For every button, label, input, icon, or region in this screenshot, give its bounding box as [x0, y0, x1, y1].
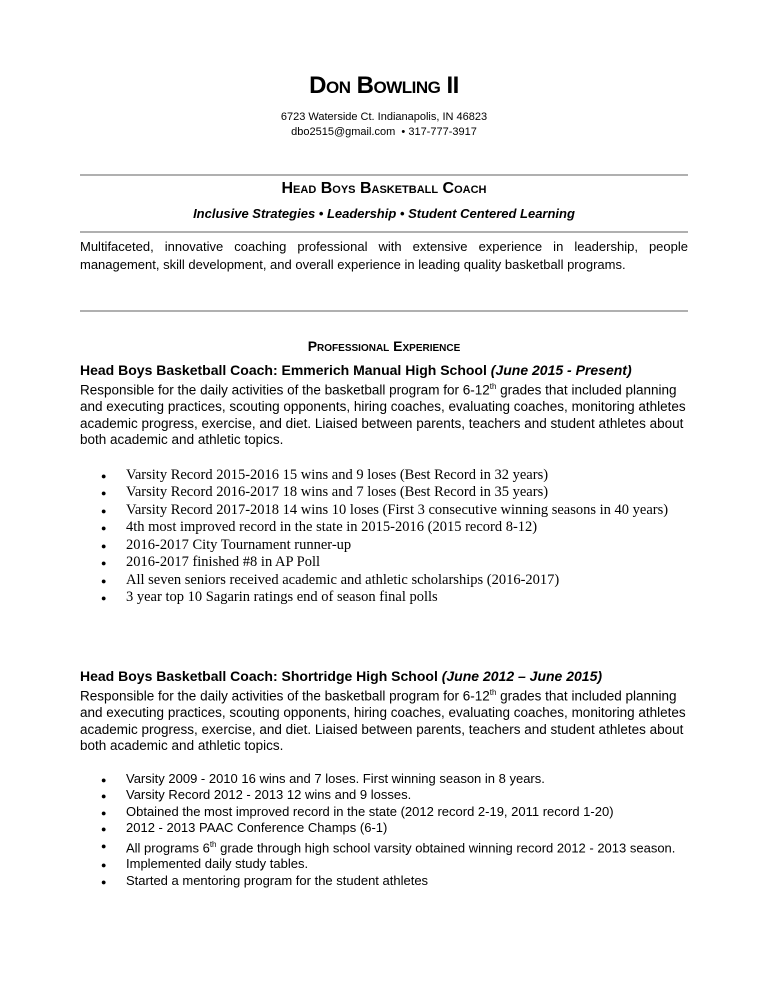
candidate-name: Don Bowling II [309, 72, 459, 99]
list-item: ● 2016-2017 City Tournament runner-up [80, 537, 680, 555]
section-title: Professional Experience [307, 338, 461, 354]
list-item: ● 4th most improved record in the state in 2015-2016 (2015 record 8-12) [80, 519, 680, 537]
list-item: ● Varsity Record 2017-2018 14 wins 10 loses (First 3 consecutive winning seasons in 40 years) [80, 502, 680, 520]
job-entry [80, 667, 700, 889]
list-item: ● Varsity Record 2012 - 2013 12 wins and 9 losses. [80, 787, 680, 804]
list-item: ● All seven seniors received academic and athletic scholarships (2016-2017) [80, 572, 680, 590]
job-target-title: Head Boys Basketball Coach [281, 180, 487, 197]
job-dates: (June 2015 - Present) [490, 362, 632, 378]
tagline: Inclusive Strategies • Leadership • Student Centered Learning [193, 206, 575, 221]
achievement-list [80, 771, 700, 890]
job-description: Responsible for the daily activities of the basketball program for 6-12th grades that included planning and executing practices, scouting opponents, hiring coaches, evaluating coaches, monitoring athletes academic progress, exercise, and diet. Liaised between parents, teachers and student athletes about both academic and athletic topics. [80, 688, 686, 753]
job-title: Head Boys Basketball Coach: Shortridge High School (June 2012 – June 2015) [80, 668, 603, 684]
job-title: Head Boys Basketball Coach: Emmerich Manual High School (June 2015 - Present) [80, 362, 632, 378]
list-item: ● Varsity Record 2015-2016 15 wins and 9 loses (Best Record in 32 years) [80, 467, 680, 485]
list-item: ● Varsity 2009 - 2010 16 wins and 7 loses. First winning season in 8 years. [80, 771, 680, 788]
job-dates: (June 2012 – June 2015) [441, 668, 603, 684]
list-item: ● 2012 - 2013 PAAC Conference Champs (6-1) [80, 820, 680, 837]
divider [80, 174, 688, 176]
job-description: Responsible for the daily activities of the basketball program for 6-12th grades that included planning and executing practices, scouting opponents, hiring coaches, evaluating coaches, monitoring athletes academic progress, exercise, and diet. Liaised between parents, teachers and student athletes about both academic and athletic topics. [80, 382, 686, 447]
phone: 317-777-3917 [408, 126, 477, 138]
list-item: ● Started a mentoring program for the student athletes [80, 873, 680, 890]
list-item: ● All programs 6th grade through high school varsity obtained winning record 2012 - 2013 season. [80, 837, 680, 857]
contact-line [80, 125, 688, 140]
separator: • [401, 126, 406, 138]
email: dbo2515@gmail.com [291, 126, 396, 138]
list-item: ● Obtained the most improved record in the state (2012 record 2-19, 2011 record 1-20) [80, 804, 680, 821]
address: 6723 Waterside Ct. Indianapolis, IN 46823 [280, 111, 488, 123]
summary: Multifaceted, innovative coaching professional with extensive experience in leadership, people management, skill development, and overall experience in leading quality basketball programs. [80, 239, 688, 272]
divider [80, 231, 688, 233]
divider [80, 310, 688, 312]
list-item: ● 2016-2017 finished #8 in AP Poll [80, 554, 680, 572]
list-item: ● Varsity Record 2016-2017 18 wins and 7 loses (Best Record in 35 years) [80, 484, 680, 502]
list-item: ● Implemented daily study tables. [80, 856, 680, 873]
list-item: ● 3 year top 10 Sagarin ratings end of season final polls [80, 589, 680, 607]
job-entry [80, 361, 700, 607]
achievement-list [80, 467, 700, 607]
